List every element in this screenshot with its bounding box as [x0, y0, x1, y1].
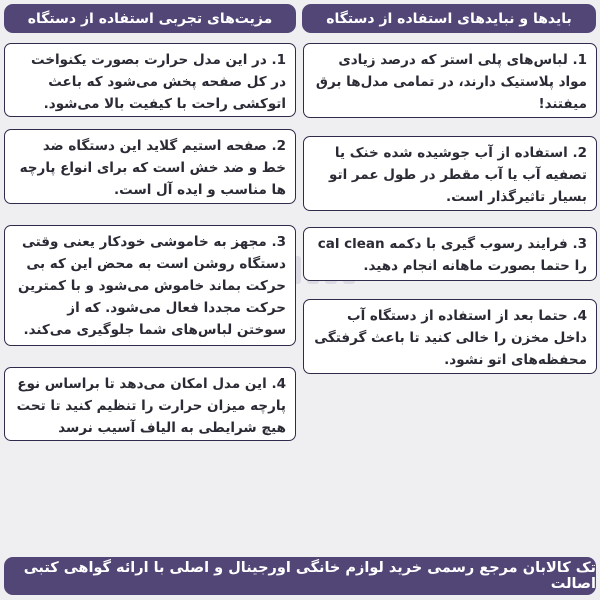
- dos-donts-card-4: 4. حتما بعد از استفاده از دستگاه آب داخل مخزن را خالی کنید تا باعث گرفتگی محفظه‌های اتو نشود.: [303, 299, 597, 374]
- dos-donts-card-1: 1. لباس‌های پلی استر که درصد زیادی مواد پلاستیک دارند، در تمامی مدل‌ها برق میفتند!: [303, 43, 597, 118]
- advantage-card-1: 1. در این مدل حرارت بصورت یکنواخت در کل صفحه پخش می‌شود که باعث اتوکشی راحت با کیفیت بالا می‌شود.: [4, 43, 296, 117]
- advantage-card-3: 3. مجهز به خاموشی خودکار یعنی وقتی دستگاه روشن است به محض این که بی حرکت بماند خاموش می‌شود و با کمترین حرکت مجددا فعال می‌شود. که از سوختن لباس‌های شما جلوگیری می‌کند.: [4, 225, 296, 346]
- dos-donts-card-3: 3. فرایند رسوب گیری با دکمه cal clean را حتما بصورت ماهانه انجام دهید.: [303, 227, 597, 281]
- advantages-header: مزیت‌های تجربی استفاده از دستگاه: [4, 4, 296, 33]
- footer-banner: تک کالابان مرجع رسمی خرید لوازم خانگی اورجینال و اصلی با ارائه گواهی کتبی اصالت: [4, 557, 596, 595]
- dos-donts-card-2: 2. استفاده از آب جوشیده شده خنک یا تصفیه آب یا آب مقطر در طول عمر اتو بسیار تاثیرگذار است.: [303, 136, 597, 211]
- dos-donts-header: بایدها و نبایدهای استفاده از دستگاه: [302, 4, 596, 33]
- advantage-card-4: 4. این مدل امکان می‌دهد تا براساس نوع پارچه میزان حرارت را تنظیم کنید تا تحت هیچ شرایطی به الیاف آسیب نرسد: [4, 367, 296, 441]
- advantage-card-2: 2. صفحه استیم گلاید این دستگاه ضد خط و ضد خش است که برای انواع پارچه ها مناسب و ایده آل است.: [4, 129, 296, 204]
